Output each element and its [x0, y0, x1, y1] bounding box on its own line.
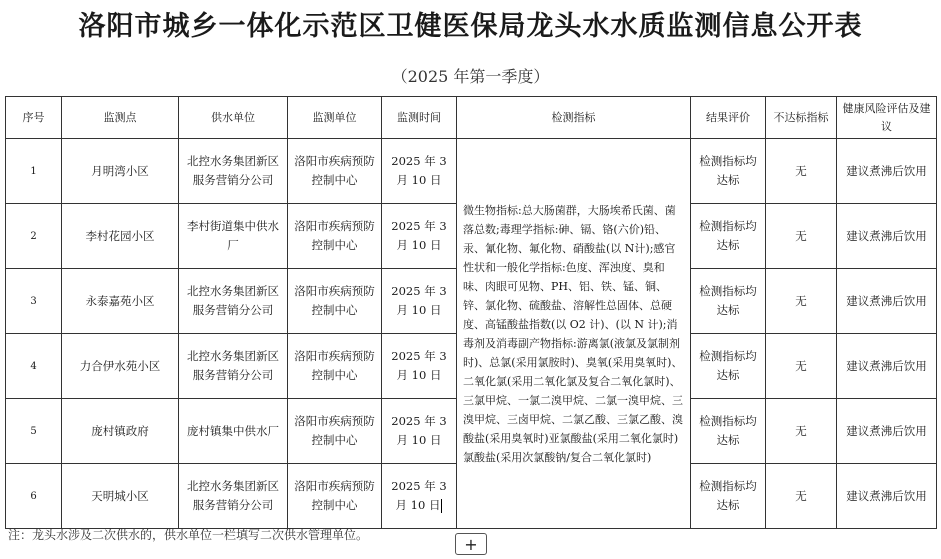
cell-site[interactable]: 李村花园小区	[62, 204, 179, 269]
cell-time[interactable]: 2025 年 3 月 10 日	[382, 334, 457, 399]
cell-result[interactable]: 检测指标均达标	[691, 399, 766, 464]
header-advice: 健康风险评估及建议	[837, 97, 937, 139]
cell-monitor[interactable]: 洛阳市疾病预防控制中心	[288, 269, 382, 334]
cell-monitor[interactable]: 洛阳市疾病预防控制中心	[288, 334, 382, 399]
header-result: 结果评价	[691, 97, 766, 139]
cell-seq[interactable]: 3	[6, 269, 62, 334]
cell-monitor[interactable]: 洛阳市疾病预防控制中心	[288, 204, 382, 269]
cell-indicators[interactable]: 微生物指标:总大肠菌群，大肠埃希氏菌、菌落总数;毒理学指标:砷、镉、铬(六价)铅、汞、氰化物、氟化物、硝酸盐(以 N计);感官性状和一般化学指标:色度、浑浊度、臭和味、肉眼可见物、PH、铝、铁、锰、铜、锌、氯化物、硫酸盐、溶解性总固体、总硬度、高锰酸盐指数(以 O2 计)、(以 N 计);消毒剂及消毒副产物指标:游离氯(液氯及氯制剂时)、总氯(采用氯胺时)、臭氧(采用臭氧时)、二氧化氯(采用二氧化氯及复合二氧化氯时)、三氯甲烷、一氯二溴甲烷、二氯一溴甲烷、三溴甲烷、三卤甲烷、二氯乙酸、三氯乙酸、溴酸盐(采用臭氧时)亚氯酸盐(采用二氧化氯时)氯酸盐(采用次氯酸钠/复合二氧化氯时)	[457, 139, 691, 529]
cell-site[interactable]: 永泰嘉苑小区	[62, 269, 179, 334]
cell-supplier[interactable]: 北控水务集团新区服务营销分公司	[179, 269, 288, 334]
cell-site[interactable]: 天明城小区	[62, 464, 179, 529]
table-header-row	[6, 97, 937, 139]
cell-seq[interactable]: 2	[6, 204, 62, 269]
cell-time-text: 2025 年 3 月 10 日	[391, 479, 447, 512]
cell-advice[interactable]: 建议煮沸后饮用	[837, 204, 937, 269]
cell-monitor[interactable]: 洛阳市疾病预防控制中心	[288, 399, 382, 464]
cell-seq[interactable]: 1	[6, 139, 62, 204]
cell-time[interactable]: 2025 年 3 月 10 日	[382, 204, 457, 269]
cell-advice[interactable]: 建议煮沸后饮用	[837, 139, 937, 204]
cell-advice[interactable]: 建议煮沸后饮用	[837, 269, 937, 334]
header-monitor: 监测单位	[288, 97, 382, 139]
cell-fail[interactable]: 无	[766, 334, 837, 399]
cell-site[interactable]: 力合伊水苑小区	[62, 334, 179, 399]
cell-result[interactable]: 检测指标均达标	[691, 269, 766, 334]
cell-result[interactable]: 检测指标均达标	[691, 139, 766, 204]
cell-seq[interactable]: 6	[6, 464, 62, 529]
cell-fail[interactable]: 无	[766, 399, 837, 464]
page-title: 洛阳市城乡一体化示范区卫健医保局龙头水水质监测信息公开表	[78, 11, 863, 42]
cell-advice[interactable]: 建议煮沸后饮用	[837, 399, 937, 464]
cell-seq[interactable]: 4	[6, 334, 62, 399]
header-supplier: 供水单位	[179, 97, 288, 139]
cell-seq[interactable]: 5	[6, 399, 62, 464]
cell-time[interactable]: 2025 年 3 月 10 日	[382, 139, 457, 204]
cell-result[interactable]: 检测指标均达标	[691, 334, 766, 399]
cell-supplier[interactable]: 庞村镇集中供水厂	[179, 399, 288, 464]
header-seq: 序号	[6, 97, 62, 139]
text-cursor	[441, 499, 442, 513]
cell-time[interactable]: 2025 年 3 月 10 日	[382, 269, 457, 334]
cell-supplier[interactable]: 李村街道集中供水厂	[179, 204, 288, 269]
header-indicators: 检测指标	[457, 97, 691, 139]
table-row	[6, 139, 937, 204]
water-quality-table	[5, 96, 937, 529]
cell-fail[interactable]: 无	[766, 204, 837, 269]
header-time: 监测时间	[382, 97, 457, 139]
cell-result[interactable]: 检测指标均达标	[691, 464, 766, 529]
header-fail: 不达标指标	[766, 97, 837, 139]
page-subtitle: （2025 年第一季度）	[391, 67, 550, 86]
cell-advice[interactable]: 建议煮沸后饮用	[837, 464, 937, 529]
cell-time-active[interactable]	[382, 464, 457, 529]
cell-fail[interactable]: 无	[766, 139, 837, 204]
cell-supplier[interactable]: 北控水务集团新区服务营销分公司	[179, 139, 288, 204]
cell-site[interactable]: 庞村镇政府	[62, 399, 179, 464]
header-site: 监测点	[62, 97, 179, 139]
cell-advice[interactable]: 建议煮沸后饮用	[837, 334, 937, 399]
cell-result[interactable]: 检测指标均达标	[691, 204, 766, 269]
add-row-button[interactable]: +	[455, 533, 487, 555]
cell-monitor[interactable]: 洛阳市疾病预防控制中心	[288, 464, 382, 529]
cell-supplier[interactable]: 北控水务集团新区服务营销分公司	[179, 334, 288, 399]
cell-fail[interactable]: 无	[766, 464, 837, 529]
cell-site[interactable]: 月明湾小区	[62, 139, 179, 204]
cell-monitor[interactable]: 洛阳市疾病预防控制中心	[288, 139, 382, 204]
footnote: 注：龙头水涉及二次供水的，供水单位一栏填写二次供水管理单位。	[8, 528, 369, 542]
cell-time[interactable]: 2025 年 3 月 10 日	[382, 399, 457, 464]
cell-fail[interactable]: 无	[766, 269, 837, 334]
cell-supplier[interactable]: 北控水务集团新区服务营销分公司	[179, 464, 288, 529]
